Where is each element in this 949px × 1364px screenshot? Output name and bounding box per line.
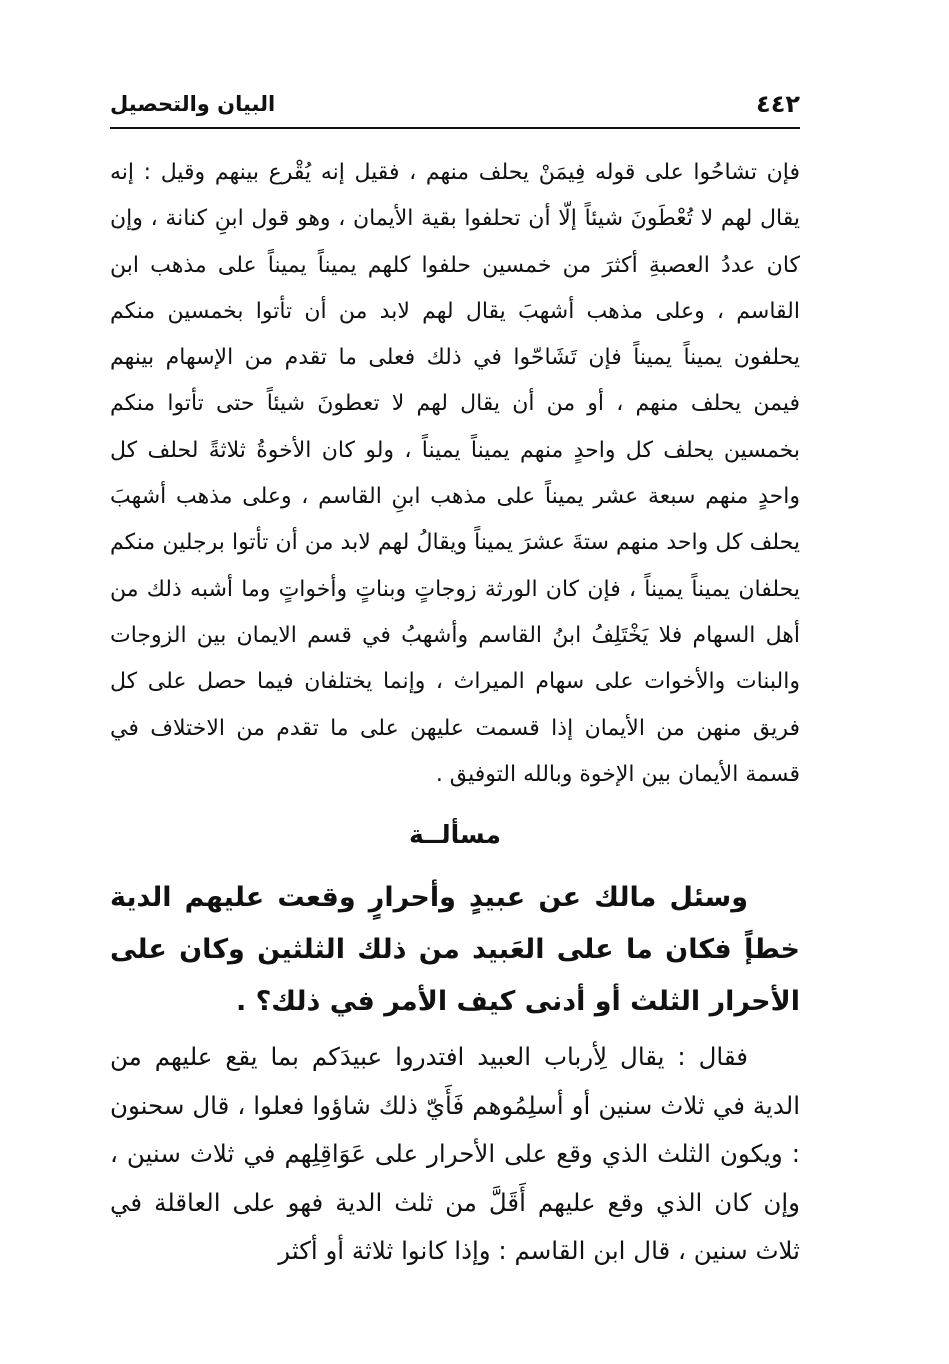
answer-paragraph: فقال : يقال لِأرباب العبيد افتدروا عبيدَكم بما يقع عليهم من الدية في ثلاث سنين أو أسلِمُوهم فَأَيّ ذلك شاؤوا فعلوا ، قال سحنون : ويكون الثلث الذي وقع على الأحرار على عَوَاقِلِهم في ثلاث سنين ، وإن كان الذي وقع عليهم أَقَلَّ من ثلث الدية فهو على العاقلة في ثلاث سنين ، قال ابن القاسم : وإذا كانوا ثلاثة أو أكثر (110, 1042, 800, 1265)
header-divider (110, 127, 800, 129)
section-heading: مسألــة (409, 820, 501, 849)
running-title: البيان والتحصيل (110, 92, 276, 116)
page-header (110, 84, 800, 124)
body-paragraph-1: فإن تشاحُوا على قوله فِيمَنْ يحلف منهم ، فقيل إنه يُقْرع بينهم وقيل : إنه يقال لهم لا تُعْطَونَ شيئاً إلّا أن تحلفوا بقية الأيمان ، وهو قول ابنِ كنانة ، وإن كان عددُ العصبةِ أكثرَ من خمسين حلفوا كلهم يميناً يميناً على مذهب ابن القاسم ، وعلى مذهب أشهبَ يقال لهم لابد من أن تأتوا بخمسين منكم يحلفون يميناً يميناً فإن تَشَاحّوا في ذلك فعلى ما تقدم من الإسهام بينهم فيمن يحلف منهم ، أو من أن يقال لهم لا تعطونَ شيئاً حتى تأتوا منكم بخمسين يحلف كل واحدٍ منهم يميناً يميناً ، ولو كان الأخوةُ ثلاثةً لحلف كل واحدٍ منهم سبعة عشر يميناً على مذهب ابنِ القاسم ، وعلى مذهب أشهبَ يحلف كل واحد منهم ستةَ عشرَ يميناً ويقالُ لهم لابد من أن تأتوا برجلين منكم يحلفان يميناً يميناً ، فإن كان الورثة زوجاتٍ وبناتٍ وأخواتٍ وما أشبه ذلك من أهل السهام فلا يَخْتَلِفُ ابنُ القاسم وأشهبُ في قسم الايمان بين الزوجات والبنات والأخوات على سهام الميراث ، وإنما يختلفان فيما حصل على كل فريق منهن من الأيمان إذا قسمت عليهن على ما تقدم من الاختلاف في قسمة الأيمان بين الإخوة وبالله التوفيق . (110, 160, 800, 787)
question-paragraph: وسئل مالك عن عبيدٍ وأحرارٍ وقعت عليهم الدية خطإً فكان ما على العَبيد من ذلك الثلثين وكان على الأحرار الثلث أو أدنى كيف الأمر في ذلك؟ . (110, 882, 800, 1017)
page-number: ٤٤٢ (756, 90, 800, 118)
